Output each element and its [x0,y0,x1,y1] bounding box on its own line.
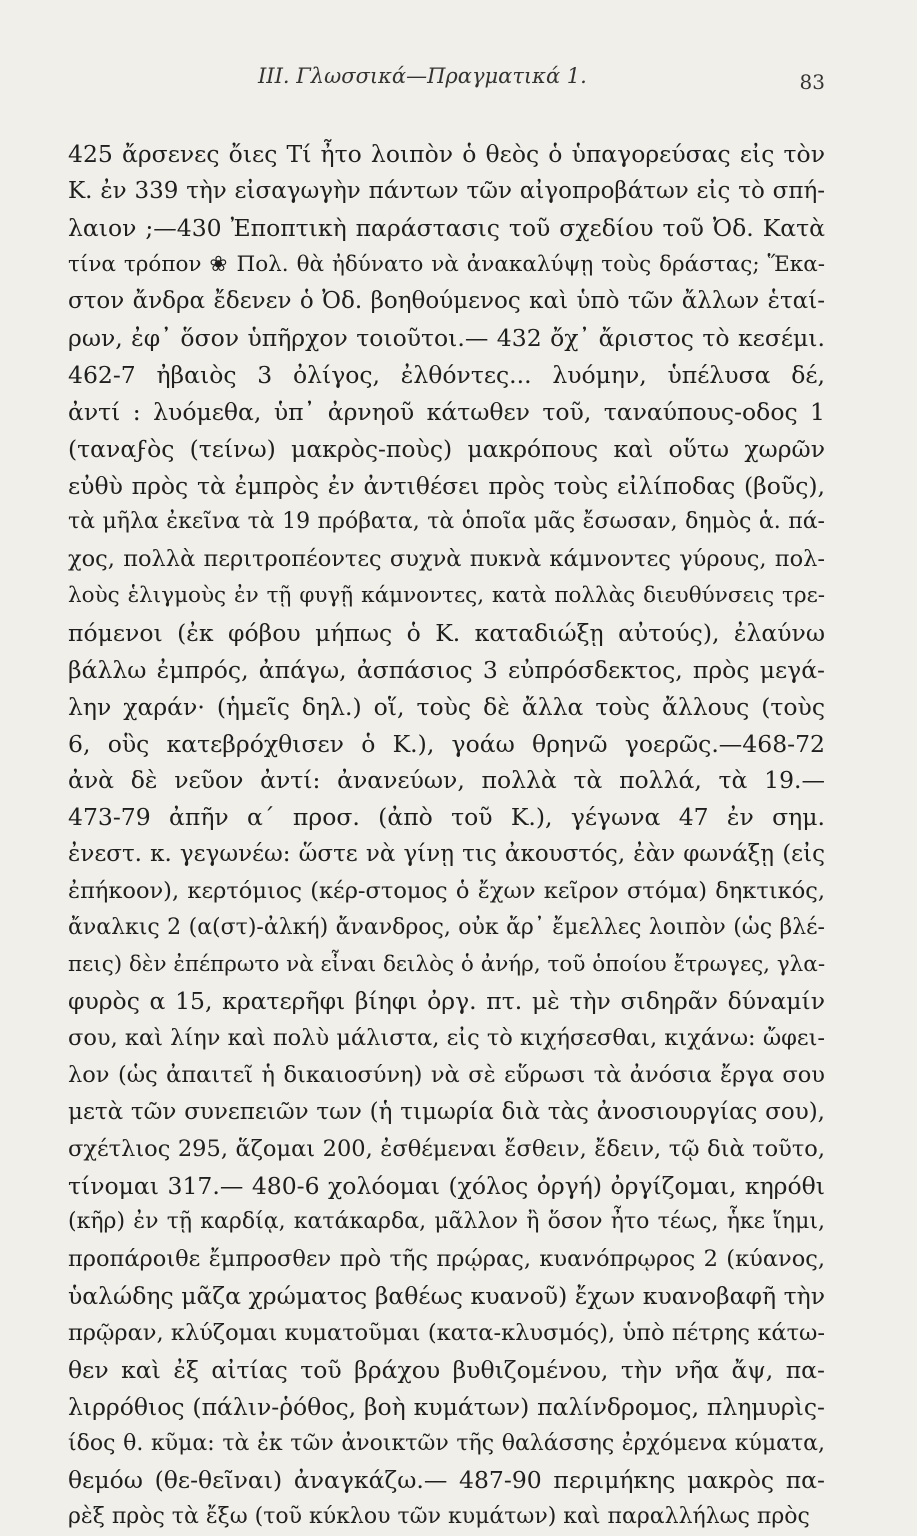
text-line: πρῷραν, κλύζομαι κυματοῦμαι (κατα-κλυσμός), ὑπὸ πέτρης κάτω- [68,1320,825,1346]
text-line: 425 ἄρσενες ὄιες Τί ἦτο λοιπὸν ὁ θεὸς ὁ ὑπαγορεύσας εἰς τὸν [68,140,825,168]
text-line: χος, πολλὰ περιτροπέοντες συχνὰ πυκνὰ κάμνοντες γύρους, πολ- [68,546,825,573]
commentary-text [68,136,825,1536]
text-line: λαιον ;—430 Ἐποπτικὴ παράστασις τοῦ σχεδίου τοῦ Ὀδ. Κατὰ [68,213,825,242]
text-line: ὑαλώδης μᾶζα χρώματος βαθέως κυανοῦ) ἔχων κυανοβαφῆ τὴν [68,1282,825,1311]
text-line: 462-7 ἠβαιὸς 3 ὀλίγος, ἐλθόντες... λυόμην, ὑπέλυσα δέ, [68,361,825,390]
text-line: προπάροιθε ἔμπροσθεν πρὸ τῆς πρῴρας, κυανόπρῳρος 2 (κύανος, [68,1246,825,1273]
text-line: λον (ὡς ἀπαιτεῖ ἡ δικαιοσύνη) νὰ σὲ εὕρωσι τὰ ἀνόσια ἔργα σου [68,1062,825,1089]
text-line: (κῆρ) ἐν τῇ καρδίᾳ, κατάκαρδα, μᾶλλον ἢ ὅσον ἦτο τέως, ἧκε ἵημι, [68,1209,825,1235]
text-line: τίνα τρόπον ❀ Πολ. θὰ ἠδύνατο νὰ ἀνακαλύψῃ τοὺς δράστας; Ἕκα- [68,251,825,277]
text-line: ἄναλκις 2 (α(στ)-ἀλκή) ἄνανδρος, οὐκ ἄρ᾽ ἔμελλες λοιπὸν (ὡς βλέ- [68,914,825,940]
text-line: φυρὸς α 15, κρατερῆφι βίηφι ὀργ. πτ. μὲ τὴν σιδηρᾶν δύναμίν [68,987,825,1016]
text-line: ίδος θ. κῦμα: τὰ ἐκ τῶν ἀνοικτῶν τῆς θαλάσσης ἐρχόμενα κύματα, [68,1430,825,1456]
text-line: ἀντί : λυόμεθα, ὑπ᾽ ἀρνηοῦ κάτωθεν τοῦ, ταναύπους-οδος 1 [68,397,825,426]
text-line: 6, οὓς κατεβρόχθισεν ὁ Κ.), γοάω θρηνῶ γοερῶς.—468-72 [68,729,825,758]
text-line: τὰ μῆλα ἐκεῖνα τὰ 19 πρόβατα, τὰ ὁποῖα μᾶς ἔσωσαν, δημὸς ἁ. πά- [68,509,825,535]
text-line: θεν καὶ ἐξ αἰτίας τοῦ βράχου βυθιζομένου, τὴν νῆα ἄψ, πα- [68,1355,825,1384]
text-line: θεμόω (θε-θεῖναι) ἀναγκάζω.— 487-90 περιμήκης μακρὸς πα- [68,1466,825,1495]
text-line: λοὺς ἑλιγμοὺς ἐν τῇ φυγῇ κάμνοντες, κατὰ πολλὰς διευθύνσεις τρε- [68,583,825,609]
text-line: ρων, ἐφ᾽ ὅσον ὑπῆρχον τοιοῦτοι.— 432 ὄχ᾽ ἄριστος τὸ κεσέμι. [68,324,825,353]
text-line: εὐθὺ πρὸς τὰ ἐμπρὸς ἐν ἀντιθέσει πρὸς τοὺς εἰλίποδας (βοῦς), [68,471,825,500]
text-line: πόμενοι (ἐκ φόβου μήπως ὁ Κ. καταδιώξῃ αὐτούς), ἐλαύνω [68,618,825,647]
text-line: ἐνεστ. κ. γεγωνέω: ὥστε νὰ γίνῃ τις ἀκουστός, ἐὰν φωνάξῃ (εἰς [68,841,825,868]
text-line: ρὲξ πρὸς τὰ ἔξω (τοῦ κύκλου τῶν κυμάτων) καὶ παραλλήλως πρὸς [68,1504,810,1530]
running-title: ΙΙΙ. Γλωσσικά—Πραγματικά 1. [258,64,587,88]
running-header [258,64,825,104]
text-line: τίνομαι 317.— 480-6 χολόομαι (χόλος ὀργή) ὀργίζομαι, κηρόθι [68,1171,825,1200]
text-line: σου, καὶ λίην καὶ πολὺ μάλιστα, εἰς τὸ κιχήσεσθαι, κιχάνω: ὤφει- [68,1025,825,1052]
text-line: 473-79 ἀπῆν α´ προσ. (ἀπὸ τοῦ Κ.), γέγωνα 47 ἐν σημ. [68,803,825,832]
text-line: βάλλω ἐμπρός, ἀπάγω, ἀσπάσιος 3 εὐπρόσδεκτος, πρὸς μεγά- [68,655,825,684]
text-line: ἀνὰ δὲ νεῦον ἀντί: ἀνανεύων, πολλὰ τὰ πολλά, τὰ 19.— [68,766,825,795]
text-line: σχέτλιος 295, ἅζομαι 200, ἐσθέμεναι ἔσθειν, ἔδειν, τῷ διὰ τοῦτο, [68,1135,825,1162]
text-line: (ταναϝὸς (τείνω) μακρὸς-ποὺς) μακρόπους καὶ οὕτω χωρῶν [68,434,825,463]
text-line: λιρρόθιος (πάλιν-ῥόθος, βοὴ κυμάτων) παλίνδρομος, πλημυρὶς- [68,1392,825,1421]
text-line: μετὰ τῶν συνεπειῶν των (ἡ τιμωρία διὰ τὰς ἀνοσιουργίας σου), [68,1098,825,1125]
page-number: 83 [799,70,825,94]
text-line: πεις) δὲν ἐπέπρωτο νὰ εἶναι δειλὸς ὁ ἀνήρ, τοῦ ὁποίου ἔτρωγες, γλα- [68,951,826,977]
text-line: στον ἄνδρα ἔδενεν ὁ Ὀδ. βοηθούμενος καὶ ὑπὸ τῶν ἄλλων ἑταί- [68,288,825,315]
text-line: ἐπήκοον), κερτόμιος (κέρ-στομος ὁ ἔχων κεῖρον στόμα) δηκτικός, [68,877,825,904]
text-line: λην χαράν· (ἡμεῖς δηλ.) οἵ, τοὺς δὲ ἄλλα τοὺς ἄλλους (τοὺς [68,692,825,721]
text-line: Κ. ἐν 339 τὴν εἰσαγωγὴν πάντων τῶν αἰγοπροβάτων εἰς τὸ σπή- [68,177,825,204]
